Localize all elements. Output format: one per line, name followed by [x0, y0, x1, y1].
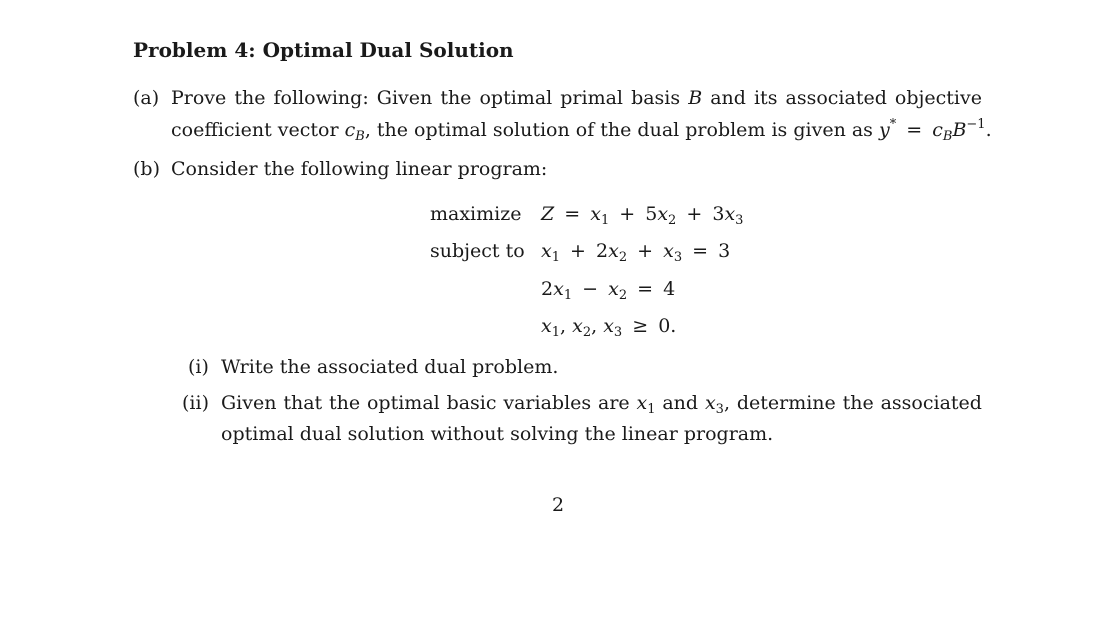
lp-constraint-3: $x_1$, $x_2$, $x_3 \ge 0$.: [541, 315, 677, 340]
part-b-text: Consider the following linear program:: [171, 158, 548, 180]
sub-ii-line1: Given that the optimal basic variables are $x_1$ and $x_3$, determine the associated: [221, 392, 982, 417]
part-a-line2: coefficient vector $c_B$, the optimal solution of the dual problem is given as $y^* = c_BB^{-1}$.: [171, 117, 992, 144]
page-number: 2: [552, 494, 565, 516]
sub-i-text: Write the associated dual problem.: [221, 356, 559, 378]
part-a-label: (a): [133, 87, 160, 109]
sub-ii-line2: optimal dual solution without solving the linear program.: [221, 423, 774, 445]
sub-i-label: (i): [188, 356, 209, 378]
lp-constraint-2: $2x_1 - x_2 = 4$: [541, 278, 676, 303]
sub-ii-label: (ii): [182, 392, 209, 414]
lp-constraint-1: $x_1 + 2x_2 + x_3 = 3$: [541, 240, 731, 265]
lp-constraint-keyword: subject to: [430, 240, 525, 262]
part-b-label: (b): [133, 158, 160, 180]
lp-objective-keyword: maximize: [430, 203, 522, 225]
part-a-line1: Prove the following: Given the optimal primal basis B and its associated objective: [171, 87, 982, 109]
problem-title: Problem 4: Optimal Dual Solution: [133, 38, 514, 62]
lp-objective: $Z = x_1 + 5x_2 + 3x_3$: [541, 203, 744, 228]
